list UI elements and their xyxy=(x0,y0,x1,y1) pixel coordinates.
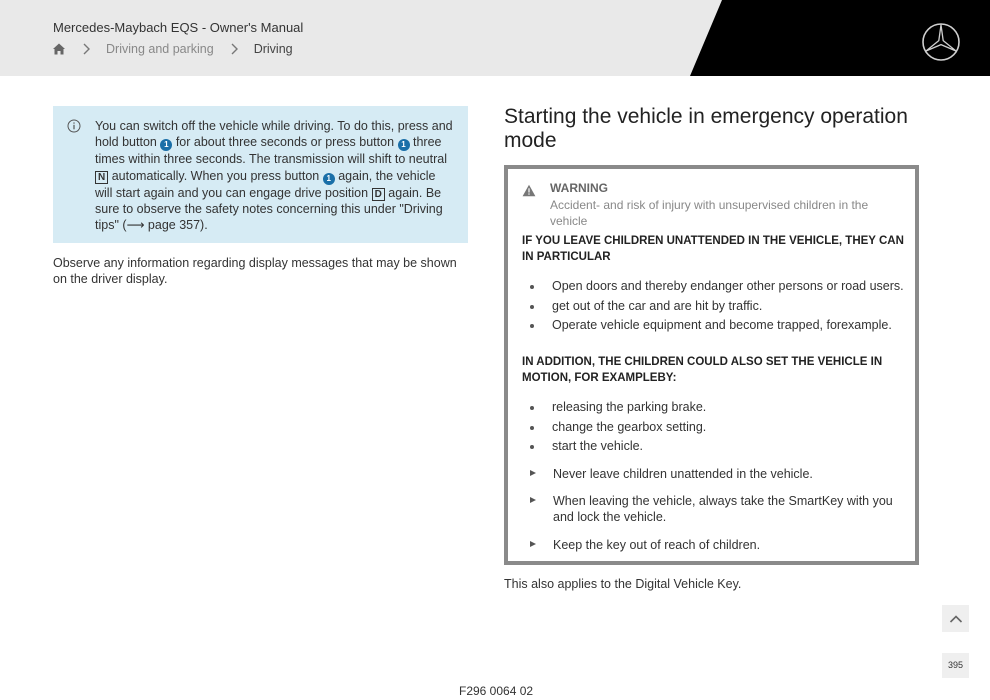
chevron-right-icon xyxy=(227,42,241,56)
warning-step-list xyxy=(526,493,906,525)
page-number: 395 xyxy=(942,653,969,678)
list-item: Open doors and thereby endanger other persons or road users. xyxy=(526,277,906,297)
gear-n-symbol: N xyxy=(95,171,108,184)
bullet-dot-icon xyxy=(530,285,534,289)
warning-step-list xyxy=(526,466,906,482)
warning-title: WARNING xyxy=(550,181,608,195)
info-note-text: You can switch off the vehicle while driving. To do this, press and hold button 1 for about three seconds or press button 1 three times within three seconds. The transmission will shift to neutral N automatically. When you press button 1 again, the vehicle will start again and you can engage drive position D again. Be sure to observe the safety notes concerning this under "Driving tips" (⟶ page 357). xyxy=(95,119,453,233)
button-1-symbol: 1 xyxy=(160,139,172,151)
button-1-symbol: 1 xyxy=(398,139,410,151)
list-item: Operate vehicle equipment and become trapped, forexample. xyxy=(526,316,906,336)
list-item: Never leave children unattended in the vehicle. xyxy=(526,466,906,482)
warning-step-list xyxy=(526,537,906,553)
breadcrumb xyxy=(52,42,293,56)
gear-d-symbol: D xyxy=(372,188,385,201)
warning-heading-2: IN ADDITION, THE CHILDREN COULD ALSO SET THE VEHICLE IN MOTION, FOR EXAMPLEBY: xyxy=(522,356,883,384)
warning-heading-1: IF YOU LEAVE CHILDREN UNATTENDED IN THE VEHICLE, THEY CAN IN PARTICULAR xyxy=(522,235,904,263)
chevron-up-icon xyxy=(948,611,964,627)
list-item: start the vehicle. xyxy=(526,437,906,457)
list-item: get out of the car and are hit by traffic. xyxy=(526,297,906,317)
arrow-right-icon xyxy=(530,470,536,476)
chevron-right-icon xyxy=(79,42,93,56)
warning-bullet-list-1 xyxy=(526,277,906,336)
breadcrumb-driving: Driving xyxy=(253,42,293,56)
arrow-right-icon xyxy=(530,497,536,503)
digital-key-note: This also applies to the Digital Vehicle Key. xyxy=(504,577,742,591)
manual-title: Mercedes-Maybach EQS - Owner's Manual xyxy=(53,20,304,35)
warning-box xyxy=(504,165,919,565)
info-note-box xyxy=(53,106,468,243)
info-icon xyxy=(67,119,81,133)
observe-paragraph: Observe any information regarding display messages that may be shown on the driver display. xyxy=(53,256,457,286)
list-item: When leaving the vehicle, always take the SmartKey with you and lock the vehicle. xyxy=(526,493,906,525)
section-title: Starting the vehicle in emergency operation mode xyxy=(504,105,908,152)
bullet-dot-icon xyxy=(530,305,534,309)
bullet-dot-icon xyxy=(530,406,534,410)
bullet-dot-icon xyxy=(530,324,534,328)
button-1-symbol: 1 xyxy=(323,173,335,185)
bullet-dot-icon xyxy=(530,445,534,449)
bullet-dot-icon xyxy=(530,426,534,430)
arrow-right-icon xyxy=(530,541,536,547)
header-bar xyxy=(0,0,990,76)
mercedes-star-logo xyxy=(920,21,962,63)
list-item: Keep the key out of reach of children. xyxy=(526,537,906,553)
figure-code: F296 0064 02 xyxy=(459,684,534,698)
breadcrumb-driving-and-parking[interactable]: Driving and parking xyxy=(106,42,214,56)
warning-bullet-list-2 xyxy=(526,398,906,457)
home-icon[interactable] xyxy=(52,42,66,56)
scroll-to-top-button[interactable] xyxy=(942,605,969,632)
warning-subtitle: Accident- and risk of injury with unsupervised children in the vehicle xyxy=(550,198,869,228)
list-item: releasing the parking brake. xyxy=(526,398,906,418)
warning-triangle-icon xyxy=(522,184,536,197)
list-item: change the gearbox setting. xyxy=(526,418,906,438)
